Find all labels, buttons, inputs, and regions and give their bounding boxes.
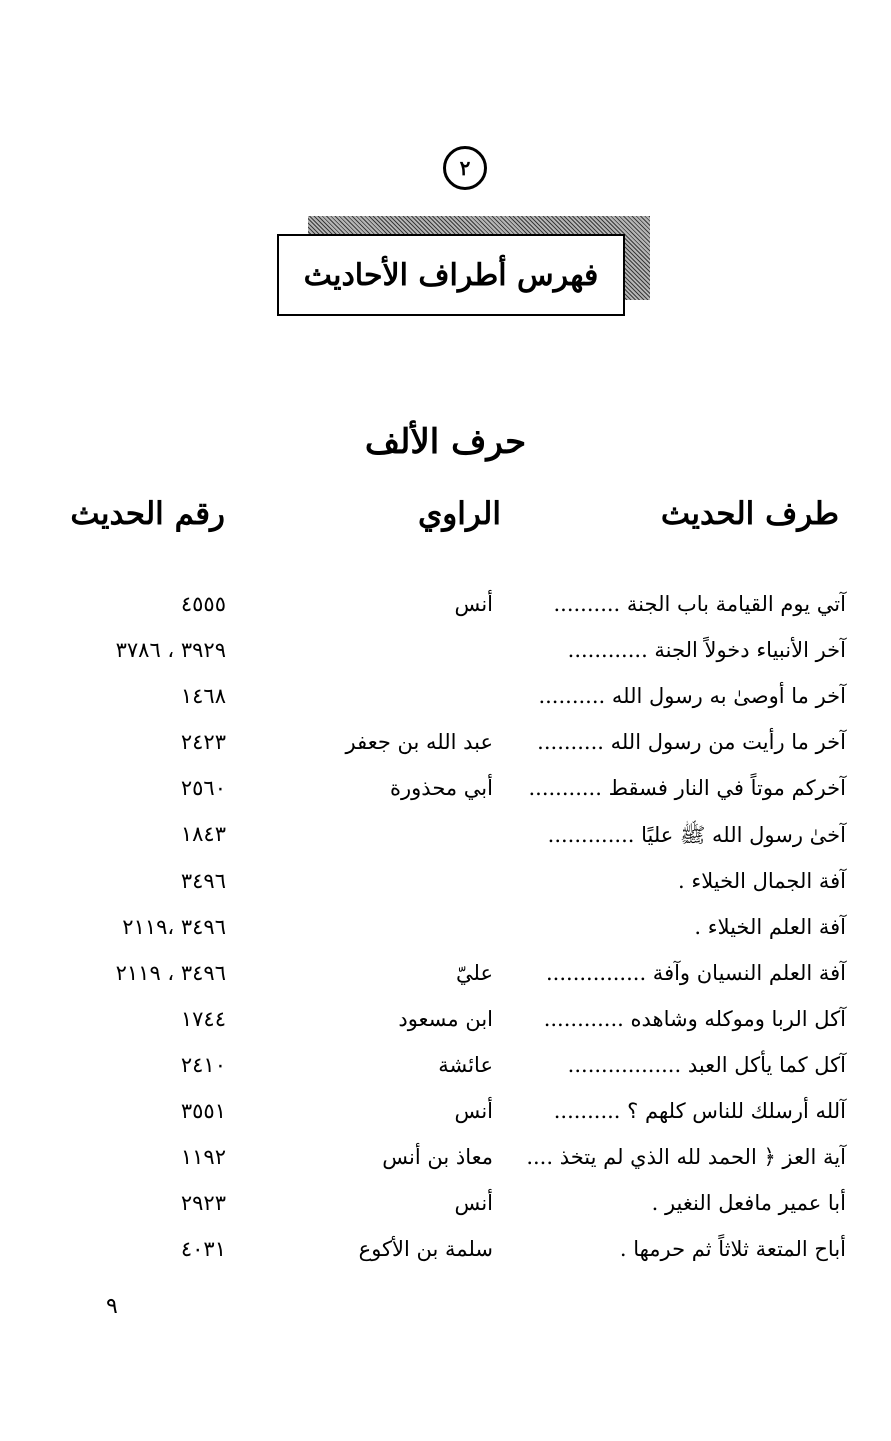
hadith-text: آتي يوم القيامة باب الجنة .......... [553, 592, 846, 616]
hadith-narrator: أنس [454, 1191, 493, 1216]
hadith-number: ٤٠٣١ [180, 1237, 226, 1262]
index-row [0, 1141, 891, 1187]
hadith-narrator: عليّ [456, 960, 493, 985]
hadith-text: آية العز ﴿ الحمد لله الذي لم يتخذ .... [526, 1145, 846, 1170]
index-row [0, 1233, 891, 1279]
index-row [0, 957, 891, 1003]
index-row [0, 1187, 891, 1233]
hadith-text: آكل الربا وموكله وشاهده ............ [543, 1006, 846, 1031]
hadith-narrator: أنس [454, 1099, 493, 1124]
hadith-text: آفة الجمال الخيلاء . [678, 868, 846, 893]
hadith-number: ٢٤١٠ [180, 1052, 226, 1077]
hadith-number: ٣٤٩٦ ، ٢١١٩ [115, 960, 226, 985]
index-row [0, 634, 891, 680]
title-box [277, 234, 625, 316]
hadith-number: ١٤٦٨ [180, 684, 226, 709]
column-header-text: طرف الحديث [660, 496, 839, 532]
index-row [0, 588, 891, 634]
hadith-narrator: عبد الله بن جعفر [345, 730, 493, 755]
hadith-number: ٢٩٢٣ [180, 1191, 226, 1216]
index-row [0, 772, 891, 818]
index-row [0, 726, 891, 772]
hadith-text: آلله أرسلك للناس كلهم ؟ .......... [553, 1099, 846, 1124]
hadith-text: آخىٰ رسول الله ﷺ عليًا ............. [547, 823, 846, 848]
hadith-narrator: عائشة [438, 1052, 493, 1077]
hadith-number: ٢٤٢٣ [180, 730, 226, 755]
hadith-number: ٣٤٩٦ [180, 868, 226, 893]
hadith-number: ٢٥٦٠ [180, 776, 226, 801]
index-row [0, 911, 891, 957]
index-row [0, 865, 891, 911]
hadith-narrator: سلمة بن الأكوع [358, 1237, 493, 1262]
section-heading: حرف الألف [364, 422, 527, 462]
column-header-narrator: الراوي [417, 496, 501, 532]
page-title: فهرس أطراف الأحاديث [303, 257, 599, 293]
hadith-text: آخركم موتاً في النار فسقط ........... [528, 776, 846, 801]
hadith-number: ٣٥٥١ [180, 1099, 226, 1124]
hadith-number: ١٧٤٤ [180, 1006, 226, 1031]
hadith-number: ٣٤٩٦ ،٢١١٩ [122, 914, 226, 939]
index-row [0, 680, 891, 726]
hadith-narrator: ابن مسعود [398, 1006, 493, 1031]
hadith-text: آفة العلم الخيلاء . [694, 914, 846, 939]
column-header-number: رقم الحديث [70, 496, 225, 532]
index-row [0, 818, 891, 864]
hadith-number: ١١٩٢ [180, 1145, 226, 1170]
hadith-text: أبا عمير مافعل النغير . [651, 1191, 846, 1216]
hadith-text: أباح المتعة ثلاثاً ثم حرمها . [619, 1237, 846, 1262]
hadith-text: آخر ما أوصىٰ به رسول الله .......... [538, 684, 846, 709]
index-row [0, 1003, 891, 1049]
hadith-narrator: أبي محذورة [390, 776, 493, 801]
hadith-text: آخر ما رأيت من رسول الله .......... [537, 730, 846, 755]
index-row [0, 1095, 891, 1141]
hadith-narrator: أنس [454, 592, 493, 616]
hadith-index-list [0, 588, 891, 1279]
index-number-circle [443, 146, 487, 190]
page-number: ٩ [106, 1294, 118, 1319]
index-number: ٢ [459, 156, 471, 180]
hadith-number: ٣٩٢٩ ، ٣٧٨٦ [115, 638, 226, 663]
hadith-text: آفة العلم النسيان وآفة ............... [546, 960, 846, 985]
hadith-text: آخر الأنبياء دخولاً الجنة ............ [567, 638, 846, 663]
hadith-text: آكل كما يأكل العبد ................. [567, 1052, 846, 1077]
index-row [0, 1049, 891, 1095]
hadith-narrator: معاذ بن أنس [382, 1145, 493, 1170]
hadith-number: ٤٥٥٥ [180, 592, 226, 616]
hadith-number: ١٨٤٣ [180, 822, 226, 847]
